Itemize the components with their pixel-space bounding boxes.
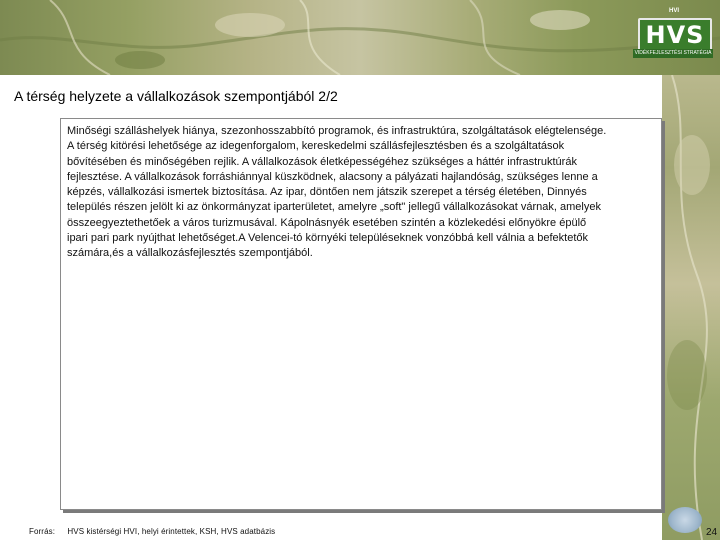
map-texture (0, 0, 720, 75)
text-line: Minőségi szálláshelyek hiánya, szezonhosszabbító programok, és infrastruktúra, szolgáltatások elégtelensége. (67, 125, 607, 137)
text-line: A térség kitörési lehetősége az idegenforgalom, kereskedelmi szállásfejlesztésben és a szolgáltatások (67, 140, 565, 153)
source-label: Forrás: (29, 527, 56, 536)
map-side-strip (662, 75, 720, 540)
text-line: összeegyeztethetőek a város turizmusával. Kápolnásnyék esetében szintén a közlekedési előnyökre épülő (67, 216, 587, 229)
logo-letters: HVS (645, 21, 705, 49)
text-line: fejlesztése. A vállalkozások forráshiánnyal küszködnek, alacsony a pályázati hajlandóság, szükséges lenne a (67, 170, 598, 183)
page-number: 24 (706, 527, 718, 538)
text-line: ipari pari park nyújthat lehetőséget.A Velencei-tó környéki településeknek vonzóbbá kell válnia a befektetők (67, 232, 588, 245)
text-line: település részen jelölt ki az önkormányzat iparterületet, amelyre „soft" jellegű vállalkozásokat várnak, amelyek (67, 201, 601, 214)
logo-mark (638, 18, 712, 52)
content-box (60, 118, 662, 510)
hvs-logo (633, 8, 713, 60)
logo-top-text: HVI (669, 8, 680, 14)
source-text: HVS kistérségi HVI, helyi érintettek, KSH, HVS adatbázis (67, 527, 276, 536)
footer-source (29, 527, 275, 536)
text-line: bővítésében és minőségében rejlik. A vállalkozások életképességéhez szükséges a háttér infrastruktúrák (67, 155, 577, 168)
text-line: képzés, vállalkozási ismertek biztosítása. Az ipar, döntően nem játszik szerepet a térség életében, Dinnyés (67, 186, 587, 199)
map-banner (0, 0, 720, 75)
footer-emblem-icon (668, 507, 702, 533)
side-map-texture (662, 75, 720, 540)
text-line: számára,és a vállalkozásfejlesztés szempontjából. (67, 247, 313, 260)
page-title: A térség helyzete a vállalkozások szempontjából 2/2 (14, 88, 338, 104)
body-text (67, 124, 661, 262)
logo-caption: VIDÉKFEJLESZTÉSI STRATÉGIA (634, 50, 712, 56)
